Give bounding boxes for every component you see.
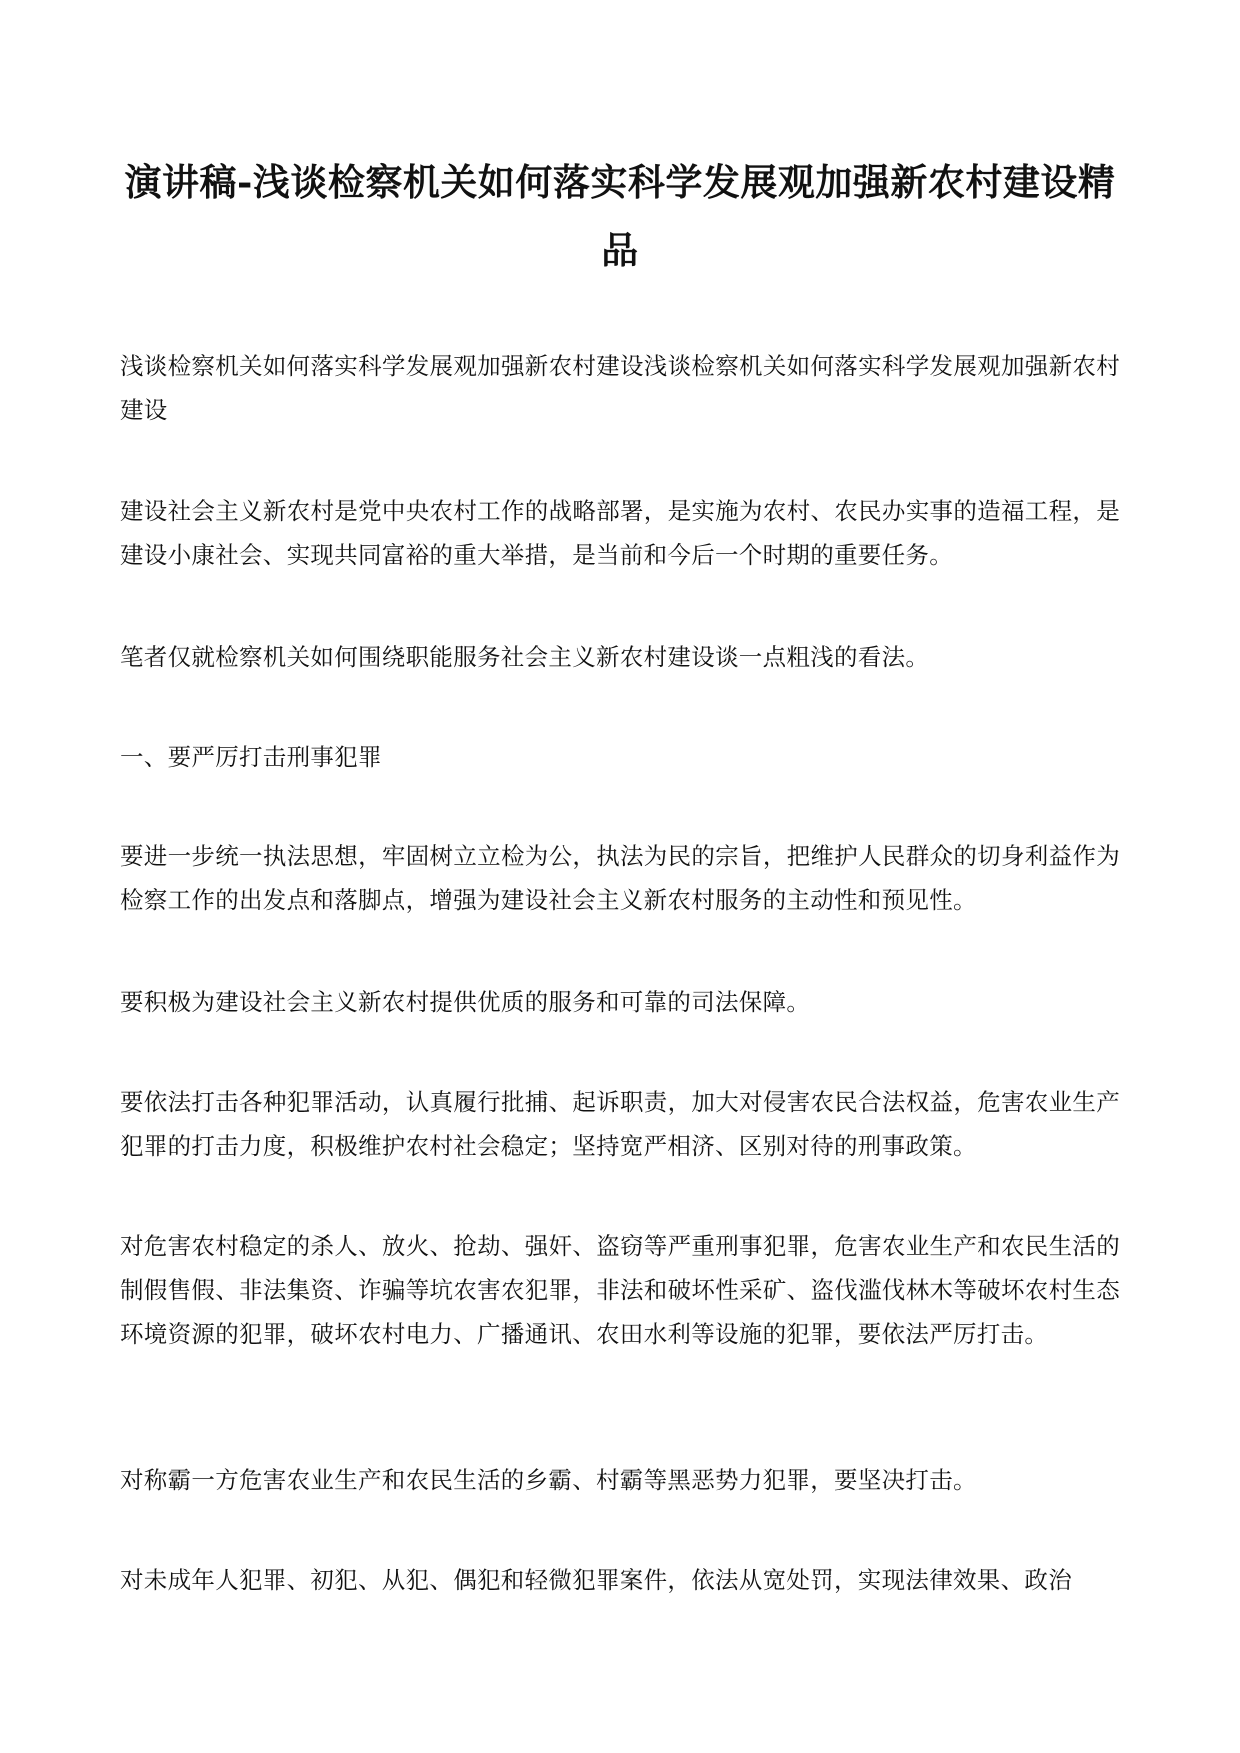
paragraph-3: 笔者仅就检察机关如何围绕职能服务社会主义新农村建设谈一点粗浅的看法。: [120, 643, 930, 671]
paragraph-1: 浅谈检察机关如何落实科学发展观加强新农村建设浅谈检察机关如何落实科学发展观加强新农村建设: [120, 352, 1120, 424]
paragraph-10: 对未成年人犯罪、初犯、从犯、偶犯和轻微犯罪案件，依法从宽处罚，实现法律效果、政治: [120, 1566, 1072, 1594]
paragraph-8: 对危害农村稳定的杀人、放火、抢劫、强奸、盗窃等严重刑事犯罪，危害农业生产和农民生活的制假售假、非法集资、诈骗等坑农害农犯罪，非法和破坏性采矿、盗伐滥伐林木等破坏农村生态环境资源的犯罪，破坏农村电力、广播通讯、农田水利等设施的犯罪，要依法严厉打击。: [120, 1232, 1120, 1348]
paragraph-9: 对称霸一方危害农业生产和农民生活的乡霸、村霸等黑恶势力犯罪，要坚决打击。: [120, 1466, 977, 1494]
paragraph-6: 要积极为建设社会主义新农村提供优质的服务和可靠的司法保障。: [120, 988, 811, 1016]
section-heading-1: 一、要严厉打击刑事犯罪: [120, 743, 382, 771]
paragraph-5: 要进一步统一执法思想，牢固树立立检为公，执法为民的宗旨，把维护人民群众的切身利益作为检察工作的出发点和落脚点，增强为建设社会主义新农村服务的主动性和预见性。: [120, 842, 1120, 914]
paragraph-2: 建设社会主义新农村是党中央农村工作的战略部署，是实施为农村、农民办实事的造福工程，是建设小康社会、实现共同富裕的重大举措，是当前和今后一个时期的重要任务。: [120, 497, 1120, 569]
paragraph-7: 要依法打击各种犯罪活动，认真履行批捕、起诉职责，加大对侵害农民合法权益，危害农业生产犯罪的打击力度，积极维护农村社会稳定；坚持宽严相济、区别对待的刑事政策。: [120, 1088, 1120, 1160]
document-title: 演讲稿-浅谈检察机关如何落实科学发展观加强新农村建设精品: [124, 160, 1116, 272]
